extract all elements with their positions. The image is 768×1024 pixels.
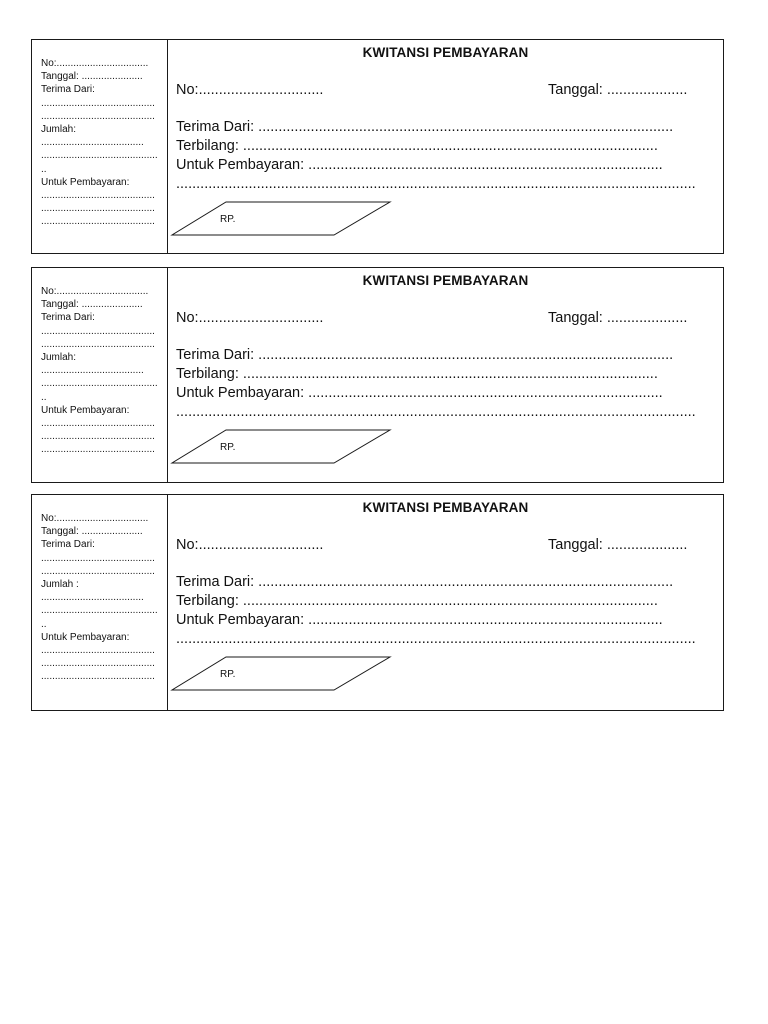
stub-blank-line: ......................................... [41, 444, 155, 456]
receipt-no-field: No:............................... [176, 537, 324, 553]
stub-date-field: Tanggal: ...................... [41, 299, 143, 311]
amount-in-words-field: Terbilang: ....................................................................................................... [176, 366, 658, 382]
stub-blank-line: ......................................... [41, 645, 155, 657]
received-from-field: Terima Dari: ....................................................................................................... [176, 119, 674, 135]
receipt-stub [32, 495, 168, 710]
stub-blank-line: .. [41, 618, 47, 630]
receipt-1 [31, 39, 724, 254]
stub-blank-line: ..................................... [41, 137, 144, 149]
amount-label: RP. [220, 669, 236, 680]
stub-amount-label: Jumlah: [41, 124, 77, 136]
stub-blank-line: ......................................... [41, 216, 155, 228]
amount-box [170, 656, 392, 692]
receipt-date-field: Tanggal: .................... [548, 82, 688, 98]
stub-blank-line: ......................................... [41, 565, 155, 577]
stub-payment-for-label: Untuk Pembayaran: [41, 404, 130, 416]
receipt-title: KWITANSI PEMBAYARAN [362, 500, 529, 515]
receipt-stub [32, 40, 168, 253]
stub-blank-line: ......................................... [41, 338, 155, 350]
stub-blank-line: ......................................... [41, 431, 155, 443]
stub-blank-line: ..................................... [41, 592, 144, 604]
stub-blank-line: ......................................... [41, 671, 155, 683]
receipt-body [168, 495, 723, 710]
stub-blank-line: ......................................... [41, 418, 155, 430]
stub-date-field: Tanggal: ...................... [41, 526, 143, 538]
received-from-field: Terima Dari: ....................................................................................................... [176, 347, 674, 363]
stub-received-from-label: Terima Dari: [41, 84, 95, 96]
amount-in-words-field: Terbilang: ....................................................................................................... [176, 138, 658, 154]
receipt-title: KWITANSI PEMBAYARAN [362, 273, 529, 288]
stub-amount-label: Jumlah : [41, 579, 79, 591]
stub-payment-for-label: Untuk Pembayaran: [41, 631, 130, 643]
stub-received-from-label: Terima Dari: [41, 312, 95, 324]
stub-no-field: No:................................. [41, 286, 149, 297]
amount-box [170, 201, 392, 237]
stub-blank-line: ......................................... [41, 190, 155, 202]
stub-blank-line: ......................................... [41, 552, 155, 564]
stub-blank-line: .......................................... [41, 605, 158, 617]
stub-blank-line: ..................................... [41, 365, 144, 377]
stub-no-field: No:................................. [41, 513, 149, 524]
receipt-title: KWITANSI PEMBAYARAN [362, 45, 529, 60]
amount-in-words-field: Terbilang: ....................................................................................................... [176, 593, 658, 609]
receipt-no-field: No:............................... [176, 310, 324, 326]
stub-blank-line: .......................................... [41, 150, 158, 162]
stub-blank-line: ......................................... [41, 203, 155, 215]
amount-box [170, 429, 392, 465]
payment-for-continuation: ................................................................................................................................. [176, 404, 696, 420]
receipt-stub [32, 268, 168, 482]
payment-for-continuation: ................................................................................................................................. [176, 176, 696, 192]
stub-no-field: No:................................. [41, 58, 149, 69]
receipt-date-field: Tanggal: .................... [548, 310, 688, 326]
stub-date-field: Tanggal: ...................... [41, 71, 143, 83]
stub-received-from-label: Terima Dari: [41, 539, 95, 551]
stub-blank-line: .. [41, 391, 47, 403]
payment-for-continuation: ................................................................................................................................. [176, 631, 696, 647]
stub-blank-line: .......................................... [41, 378, 158, 390]
receipt-body [168, 268, 723, 482]
stub-blank-line: ......................................... [41, 97, 155, 109]
stub-payment-for-label: Untuk Pembayaran: [41, 176, 130, 188]
stub-amount-label: Jumlah: [41, 352, 77, 364]
amount-label: RP. [220, 442, 236, 453]
amount-label: RP. [220, 214, 236, 225]
receipt-2 [31, 267, 724, 483]
receipt-3 [31, 494, 724, 711]
receipt-body [168, 40, 723, 253]
stub-blank-line: ......................................... [41, 658, 155, 670]
received-from-field: Terima Dari: ....................................................................................................... [176, 574, 674, 590]
payment-for-field: Untuk Pembayaran: ........................................................................................ [176, 612, 663, 628]
payment-for-field: Untuk Pembayaran: ........................................................................................ [176, 157, 663, 173]
receipt-no-field: No:............................... [176, 82, 324, 98]
stub-blank-line: ......................................... [41, 110, 155, 122]
receipt-date-field: Tanggal: .................... [548, 537, 688, 553]
stub-blank-line: .. [41, 163, 47, 175]
stub-blank-line: ......................................... [41, 325, 155, 337]
payment-for-field: Untuk Pembayaran: ........................................................................................ [176, 385, 663, 401]
